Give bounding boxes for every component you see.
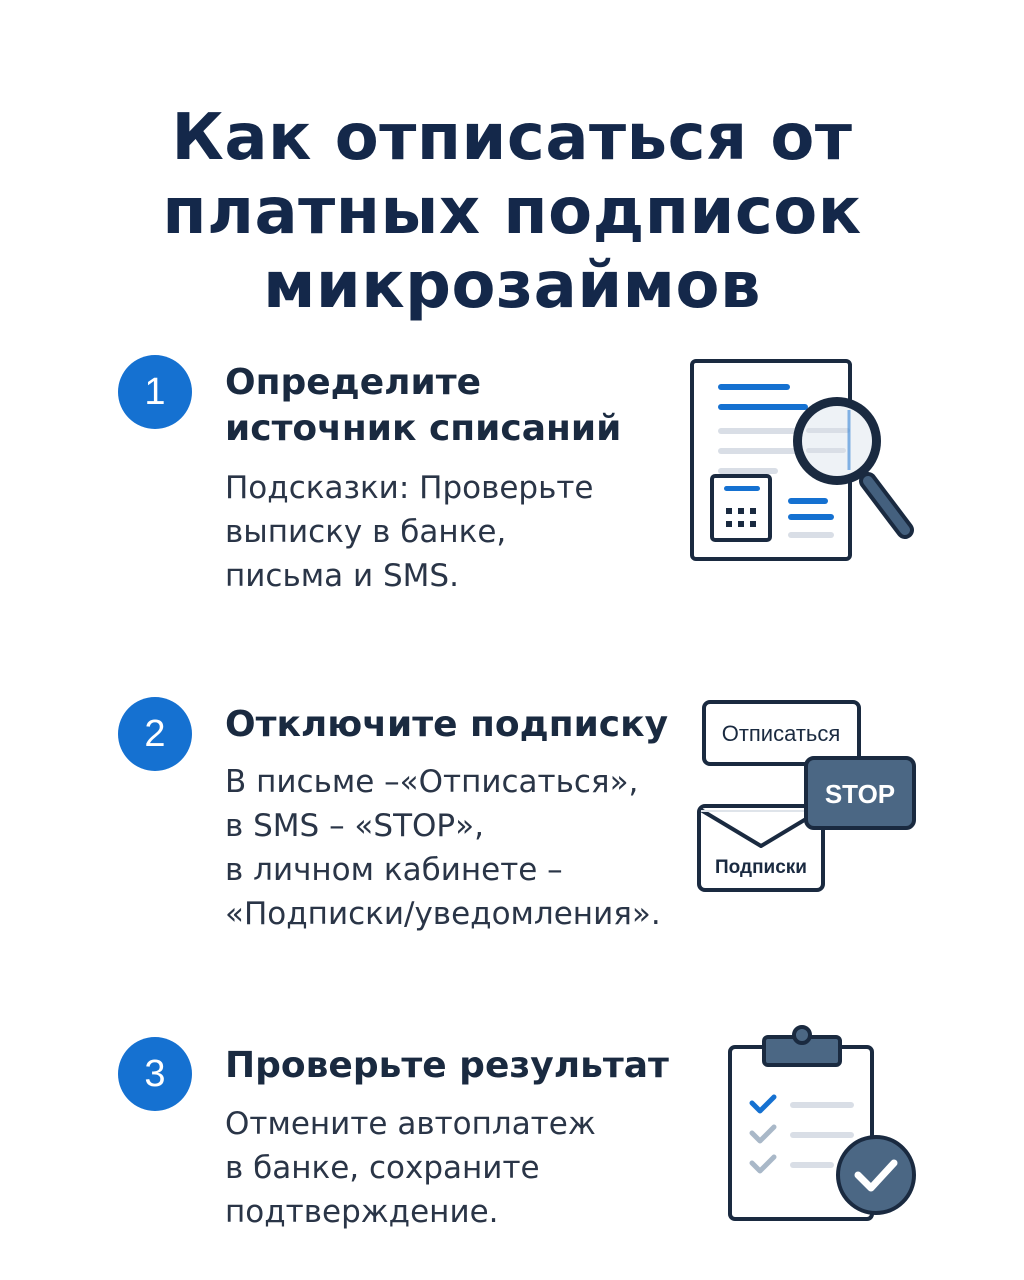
subscriptions-label: Подписки <box>715 857 807 878</box>
step-description-line: «Подписки/уведомления». <box>225 896 661 932</box>
unsubscribe-messages-icon <box>694 698 920 896</box>
step-description-line: Отмените автоплатеж <box>225 1106 596 1142</box>
step-heading <box>225 702 668 748</box>
step-heading-line: Проверьте результат <box>225 1045 669 1086</box>
step-description <box>225 1102 596 1234</box>
stop-label: STOP <box>824 779 896 809</box>
step-description <box>225 760 661 936</box>
step-description-line: в банке, сохраните <box>225 1150 540 1186</box>
step-description-line: подтверждение. <box>225 1194 499 1230</box>
document-magnifier-icon <box>688 358 918 564</box>
step-number-badge: 3 <box>118 1037 192 1111</box>
title-line: платных подписок <box>162 174 862 249</box>
clipboard-check-icon <box>722 1025 922 1225</box>
title-line: Как отписаться от <box>171 100 853 175</box>
step-heading <box>225 360 621 452</box>
step-description-line: Подсказки: Проверьте <box>225 470 594 506</box>
step-description-line: письма и SMS. <box>225 558 459 594</box>
page-title <box>0 101 1024 323</box>
step-description-line: выписку в банке, <box>225 514 507 550</box>
step-description-line: В письме –«Отписаться», <box>225 764 639 800</box>
step-description <box>225 466 594 598</box>
step-heading <box>225 1043 669 1089</box>
step-number-badge: 1 <box>118 355 192 429</box>
step-heading-line: источник списаний <box>225 408 622 449</box>
unsubscribe-label: Отписаться <box>721 721 841 746</box>
step-number-badge: 2 <box>118 697 192 771</box>
step-heading-line: Определите <box>225 362 482 403</box>
title-line: микрозаймов <box>263 248 761 323</box>
step-heading-line: Отключите подписку <box>225 704 669 745</box>
step-description-line: в личном кабинете – <box>225 852 563 888</box>
step-description-line: в SMS – «STOP», <box>225 808 484 844</box>
